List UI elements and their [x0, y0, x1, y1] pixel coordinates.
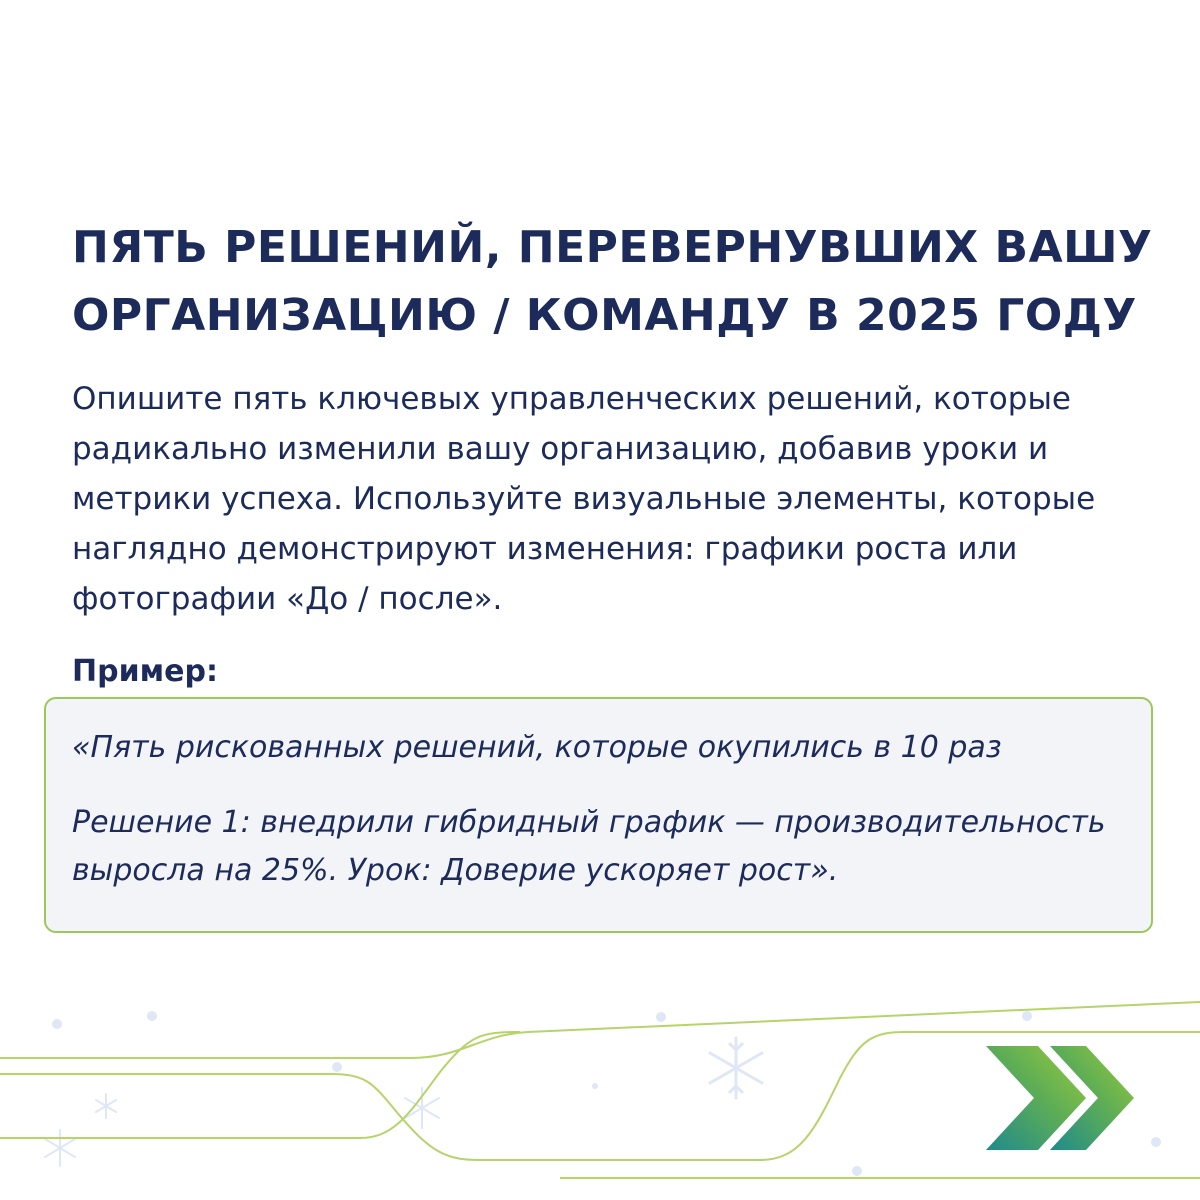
wave-lines [0, 1002, 1200, 1178]
description-line: Опишите пять ключевых управленческих решений, которые [72, 381, 1071, 417]
description-line: фотографии «До / после». [72, 581, 503, 617]
description-line: радикально изменили вашу организацию, добавив уроки и [72, 431, 1049, 467]
example-decision [72, 799, 1106, 895]
example-decision-line: Решение 1: внедрили гибридный график — производительность [72, 805, 1106, 840]
description-line: наглядно демонстрируют изменения: графики роста или [72, 531, 1018, 567]
example-quote-line: «Пять рискованных решений, которые окупились в 10 раз [72, 730, 1002, 765]
snowflake-icon [45, 1088, 439, 1166]
description-line: метрики успеха. Используйте визуальные элементы, которые [72, 481, 1096, 517]
example-decision-line: выросла на 25%. Урок: Доверие ускоряет рост». [72, 853, 839, 888]
description [72, 374, 1162, 624]
snow-dots [52, 1011, 1161, 1176]
example-box [44, 697, 1153, 933]
title-line: ОРГАНИЗАЦИЮ / КОМАНДУ В 2025 ГОДУ [72, 290, 1137, 341]
title-line: ПЯТЬ РЕШЕНИЙ, ПЕРЕВЕРНУВШИХ ВАШУ [72, 222, 1153, 273]
snowflake-icon [710, 1038, 762, 1098]
example-quote [72, 724, 1002, 772]
page-title [72, 214, 1152, 350]
chevron-logo-icon [986, 1046, 1134, 1150]
example-label: Пример: [72, 654, 218, 689]
